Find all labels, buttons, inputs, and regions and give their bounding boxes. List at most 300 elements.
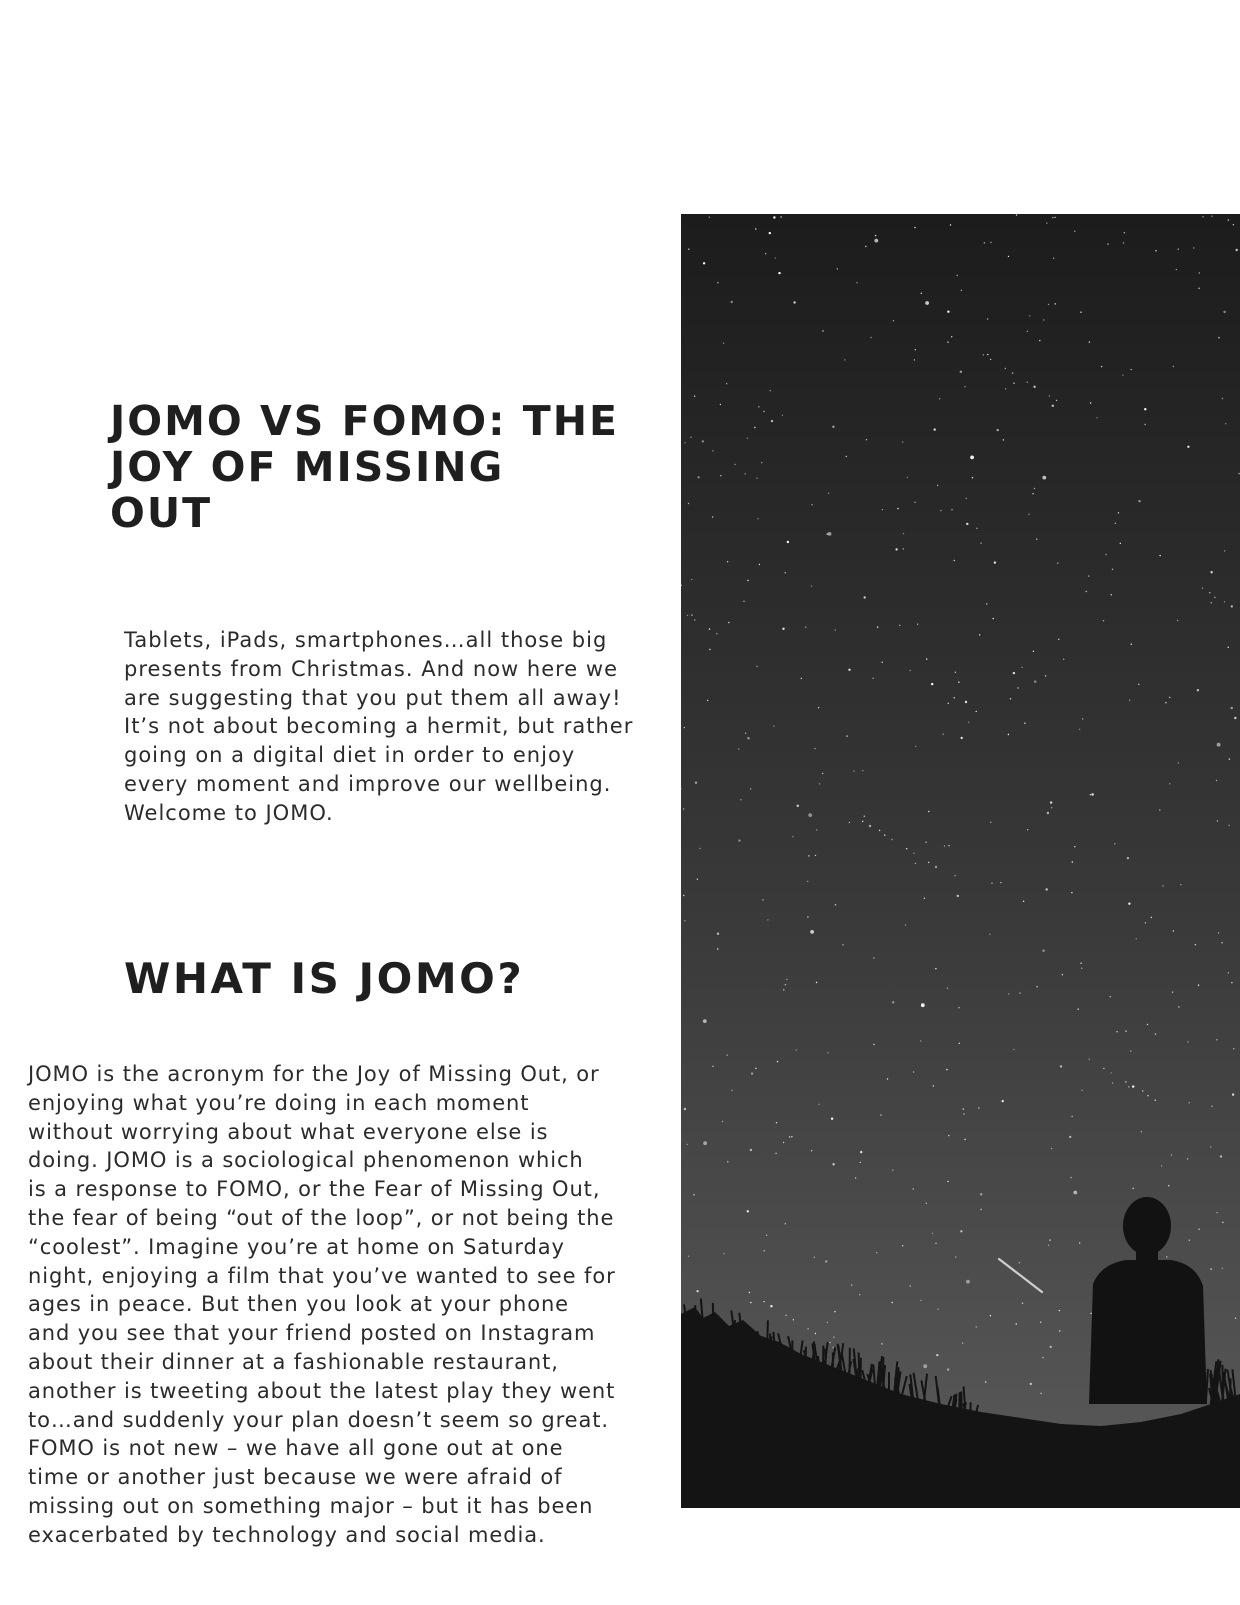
- star: [1138, 500, 1140, 502]
- star: [1161, 1165, 1162, 1166]
- body-line: “coolest”. Imagine you’re at home on Saturday: [28, 1234, 565, 1259]
- star: [709, 649, 710, 650]
- star: [1074, 846, 1075, 847]
- star: [899, 625, 900, 626]
- star: [910, 1285, 911, 1286]
- star: [1147, 1095, 1148, 1096]
- star: [811, 585, 812, 586]
- star: [761, 462, 762, 463]
- star: [959, 1043, 960, 1044]
- star: [712, 516, 713, 517]
- star: [875, 235, 876, 236]
- star: [846, 735, 847, 736]
- star: [874, 239, 878, 243]
- body-line: doing. JOMO is a sociological phenomenon which: [28, 1148, 584, 1173]
- star: [991, 883, 992, 884]
- star: [1195, 944, 1196, 945]
- star: [822, 330, 823, 331]
- star: [924, 898, 925, 899]
- star: [1008, 993, 1009, 994]
- star: [1027, 829, 1028, 830]
- star: [810, 930, 814, 934]
- star: [825, 1260, 827, 1262]
- star: [1005, 388, 1006, 389]
- star: [997, 429, 999, 431]
- body-paragraph: [28, 1060, 648, 1550]
- star: [1050, 801, 1052, 803]
- star: [951, 509, 952, 510]
- star: [1101, 366, 1102, 367]
- star: [1103, 620, 1104, 621]
- star: [980, 1209, 981, 1210]
- star: [1080, 963, 1081, 964]
- body-line: missing out on something major – but it has been: [28, 1493, 594, 1518]
- star: [1147, 1024, 1148, 1025]
- star: [968, 722, 969, 723]
- star: [1029, 315, 1030, 316]
- star: [1112, 1082, 1113, 1083]
- star: [1177, 620, 1178, 621]
- star: [1197, 689, 1199, 691]
- star: [881, 1343, 882, 1344]
- star: [892, 1001, 894, 1003]
- star: [1111, 1072, 1112, 1073]
- star: [787, 541, 789, 543]
- star: [870, 337, 871, 338]
- star: [828, 532, 832, 536]
- star: [993, 618, 994, 619]
- star: [1187, 1158, 1188, 1159]
- star: [717, 948, 718, 949]
- star: [738, 839, 740, 841]
- star: [791, 1136, 792, 1137]
- star: [1132, 1085, 1134, 1087]
- star: [1141, 1131, 1142, 1132]
- star: [915, 863, 916, 864]
- star: [811, 1150, 812, 1151]
- section-heading: WHAT IS JOMO?: [124, 954, 525, 1003]
- star: [906, 848, 907, 849]
- star: [1234, 717, 1236, 719]
- body-line: enjoying what you’re doing in each moment: [28, 1090, 530, 1115]
- star: [751, 1072, 753, 1074]
- star: [1171, 1154, 1172, 1155]
- star: [1053, 258, 1054, 259]
- star: [964, 386, 965, 387]
- star: [862, 770, 863, 771]
- star: [917, 624, 918, 625]
- star: [1063, 659, 1064, 660]
- star: [780, 216, 781, 217]
- star: [832, 1347, 833, 1348]
- star: [785, 984, 786, 985]
- star: [873, 957, 874, 958]
- star: [960, 371, 962, 373]
- intro-line: presents from Christmas. And now here we: [124, 656, 619, 681]
- star: [950, 224, 951, 225]
- star: [699, 848, 700, 849]
- star: [944, 845, 945, 846]
- star: [727, 561, 728, 562]
- star: [954, 875, 955, 876]
- star: [860, 1162, 861, 1163]
- star: [835, 629, 836, 630]
- star: [1198, 288, 1199, 289]
- grass-blade: [771, 1340, 772, 1352]
- star: [1022, 1303, 1023, 1304]
- star: [688, 249, 689, 250]
- star: [720, 404, 721, 405]
- star: [1221, 942, 1222, 943]
- star: [958, 682, 959, 683]
- star: [1202, 216, 1203, 217]
- star: [1042, 476, 1046, 480]
- star: [1027, 331, 1028, 332]
- star: [785, 1223, 786, 1224]
- star: [684, 920, 685, 921]
- star: [1176, 269, 1177, 270]
- star: [734, 464, 735, 465]
- star: [1225, 423, 1226, 424]
- star: [1059, 1310, 1060, 1311]
- star: [1218, 337, 1219, 338]
- star: [1005, 368, 1006, 369]
- star: [960, 1230, 962, 1232]
- star: [1125, 1030, 1126, 1031]
- star: [786, 979, 787, 980]
- star: [1048, 1245, 1049, 1246]
- star: [789, 1136, 790, 1137]
- star: [1178, 1006, 1179, 1007]
- body-line: to…and suddenly your plan doesn’t seem so great.: [28, 1407, 609, 1432]
- star: [983, 354, 984, 355]
- star: [1008, 256, 1009, 257]
- star: [1024, 723, 1025, 724]
- intro-line: going on a digital diet in order to enjoy: [124, 743, 576, 768]
- star: [694, 396, 695, 397]
- grass-blade: [1222, 1365, 1223, 1404]
- star: [1120, 543, 1121, 544]
- grass-blade: [818, 1356, 819, 1368]
- star: [914, 502, 915, 503]
- star: [1080, 312, 1081, 313]
- star: [1125, 1081, 1126, 1082]
- star: [696, 1290, 698, 1292]
- star: [1124, 232, 1125, 233]
- star: [946, 1069, 947, 1070]
- star: [684, 442, 685, 443]
- star: [1222, 1222, 1223, 1223]
- star: [1013, 1049, 1014, 1050]
- star: [1046, 222, 1047, 223]
- star: [1048, 304, 1049, 305]
- star: [1027, 382, 1028, 383]
- star: [1049, 1239, 1050, 1240]
- star: [717, 282, 718, 283]
- star: [691, 614, 692, 615]
- star: [1202, 588, 1203, 589]
- star: [763, 1301, 764, 1302]
- star: [827, 1052, 828, 1053]
- star: [931, 683, 933, 685]
- star: [1130, 1050, 1131, 1051]
- star: [872, 678, 873, 679]
- star: [776, 1122, 777, 1123]
- star: [932, 1233, 933, 1234]
- star: [1030, 1383, 1032, 1385]
- star: [966, 523, 968, 525]
- star: [747, 580, 748, 581]
- body-line: about their dinner at a fashionable restaurant,: [28, 1349, 559, 1374]
- star: [691, 579, 692, 580]
- star: [1222, 398, 1223, 399]
- star: [1021, 667, 1022, 668]
- star: [926, 658, 927, 659]
- star: [1228, 647, 1229, 648]
- star: [1187, 1041, 1188, 1042]
- star: [1074, 231, 1075, 232]
- star: [1039, 340, 1040, 341]
- star: [683, 808, 684, 809]
- star: [963, 1113, 964, 1114]
- star: [934, 428, 936, 430]
- star: [694, 619, 695, 620]
- star: [1078, 1009, 1079, 1010]
- body-line: another is tweeting about the latest play they went: [28, 1378, 616, 1403]
- star: [1040, 1322, 1041, 1323]
- star: [815, 1333, 816, 1334]
- star: [738, 748, 739, 749]
- star: [828, 493, 829, 494]
- star: [775, 257, 776, 258]
- star: [921, 1003, 925, 1007]
- star: [980, 543, 981, 544]
- star: [1155, 250, 1156, 251]
- star: [756, 478, 757, 479]
- star: [1103, 1068, 1104, 1069]
- star: [815, 855, 816, 856]
- star: [777, 1061, 778, 1062]
- star: [913, 1071, 914, 1072]
- star: [827, 1322, 828, 1323]
- star: [955, 1256, 956, 1257]
- star: [1057, 562, 1058, 563]
- star: [958, 1007, 959, 1008]
- star: [1210, 1146, 1211, 1147]
- star: [856, 282, 857, 283]
- star: [1229, 758, 1230, 759]
- star: [915, 746, 916, 747]
- star: [976, 711, 977, 712]
- star: [754, 427, 755, 428]
- star: [726, 383, 727, 384]
- star: [796, 1049, 797, 1050]
- star: [947, 311, 949, 313]
- star: [1131, 369, 1132, 370]
- star: [1224, 550, 1225, 551]
- star: [884, 834, 885, 835]
- star: [1123, 242, 1124, 243]
- star: [947, 342, 948, 343]
- star: [978, 1107, 979, 1108]
- star: [1028, 514, 1029, 515]
- star: [755, 228, 756, 229]
- star: [690, 437, 691, 438]
- star: [986, 603, 987, 604]
- star: [947, 1181, 948, 1182]
- star: [766, 1235, 767, 1236]
- star: [750, 1149, 752, 1151]
- star: [923, 1364, 927, 1368]
- star: [727, 1161, 728, 1162]
- star: [1233, 1048, 1234, 1049]
- star: [1155, 1033, 1156, 1034]
- star: [1071, 892, 1072, 893]
- star: [816, 982, 817, 983]
- body-line: time or another just because we were afraid of: [28, 1465, 563, 1490]
- star: [887, 1078, 888, 1079]
- star: [783, 989, 784, 990]
- star: [1111, 594, 1112, 595]
- star: [1049, 395, 1050, 396]
- star: [987, 354, 988, 355]
- star: [842, 944, 843, 945]
- star: [1216, 1039, 1217, 1040]
- star: [1214, 597, 1215, 598]
- star: [1017, 687, 1018, 688]
- star: [990, 1315, 991, 1316]
- star: [1072, 861, 1073, 862]
- star: [1070, 1177, 1071, 1178]
- star: [964, 1139, 965, 1140]
- star: [717, 933, 719, 935]
- star: [731, 1090, 732, 1091]
- star: [939, 398, 940, 399]
- star: [1199, 272, 1200, 273]
- star: [1198, 985, 1199, 986]
- star: [935, 866, 937, 868]
- star: [1128, 1086, 1129, 1087]
- star: [891, 839, 892, 840]
- star: [947, 988, 948, 989]
- star: [782, 415, 783, 416]
- body-line: the fear of being “out of the loop”, or not being the: [28, 1205, 615, 1230]
- star: [807, 916, 808, 917]
- star: [1105, 554, 1106, 555]
- star: [1071, 1116, 1072, 1117]
- star: [684, 727, 685, 728]
- star: [989, 934, 990, 935]
- star: [947, 1368, 949, 1370]
- star: [913, 1188, 914, 1189]
- star: [902, 1245, 903, 1246]
- star: [687, 1144, 688, 1145]
- star: [855, 1177, 856, 1178]
- star: [778, 272, 780, 274]
- star: [897, 508, 898, 509]
- star: [1058, 639, 1059, 640]
- star: [1091, 793, 1093, 795]
- star: [1042, 950, 1044, 952]
- star: [1169, 783, 1170, 784]
- star: [1110, 996, 1111, 997]
- star: [832, 426, 834, 428]
- star: [907, 477, 908, 478]
- body-line: exacerbated by technology and social media.: [28, 1522, 546, 1547]
- star: [844, 359, 845, 360]
- star: [984, 242, 985, 243]
- star: [1023, 901, 1024, 902]
- star: [1090, 794, 1091, 795]
- star: [920, 1300, 921, 1301]
- star: [1168, 1185, 1169, 1186]
- star: [1144, 408, 1146, 410]
- star: [1210, 1268, 1211, 1269]
- star: [783, 1142, 784, 1143]
- star: [902, 441, 903, 442]
- star: [846, 456, 847, 457]
- star: [1169, 697, 1170, 698]
- star: [1211, 1106, 1212, 1107]
- star: [951, 336, 952, 337]
- star: [1043, 319, 1044, 320]
- star: [782, 628, 784, 630]
- star: [793, 301, 795, 303]
- star: [749, 1292, 750, 1293]
- star: [1089, 1059, 1090, 1060]
- star: [877, 626, 878, 627]
- star: [1189, 1102, 1190, 1103]
- star: [745, 473, 746, 474]
- star: [1144, 424, 1145, 425]
- star: [966, 1280, 970, 1284]
- star: [1059, 1330, 1060, 1331]
- star: [1165, 702, 1166, 703]
- star: [1060, 1065, 1062, 1067]
- star: [1138, 684, 1139, 685]
- star: [966, 498, 967, 499]
- star: [703, 1019, 707, 1023]
- star: [1008, 734, 1009, 735]
- star: [1115, 523, 1116, 524]
- star: [1224, 601, 1225, 602]
- star: [1116, 1031, 1117, 1032]
- star: [937, 1309, 938, 1310]
- star: [712, 450, 713, 451]
- star: [1180, 884, 1181, 885]
- star: [928, 862, 929, 863]
- star: [860, 1151, 862, 1153]
- star: [727, 1054, 728, 1055]
- body-line: FOMO is not new – we have all gone out at one: [28, 1436, 564, 1461]
- star: [1033, 651, 1034, 652]
- star: [915, 349, 916, 350]
- star: [1042, 1357, 1043, 1358]
- star: [921, 293, 922, 294]
- star: [892, 1170, 893, 1171]
- star: [1209, 592, 1210, 593]
- star: [936, 1354, 938, 1356]
- star: [1052, 405, 1054, 407]
- star: [808, 813, 812, 817]
- star: [819, 783, 820, 784]
- star: [807, 1328, 808, 1329]
- star: [987, 318, 988, 319]
- star: [1091, 1313, 1092, 1314]
- star: [926, 1203, 927, 1204]
- title-line: OUT: [110, 489, 213, 537]
- star: [831, 1118, 833, 1120]
